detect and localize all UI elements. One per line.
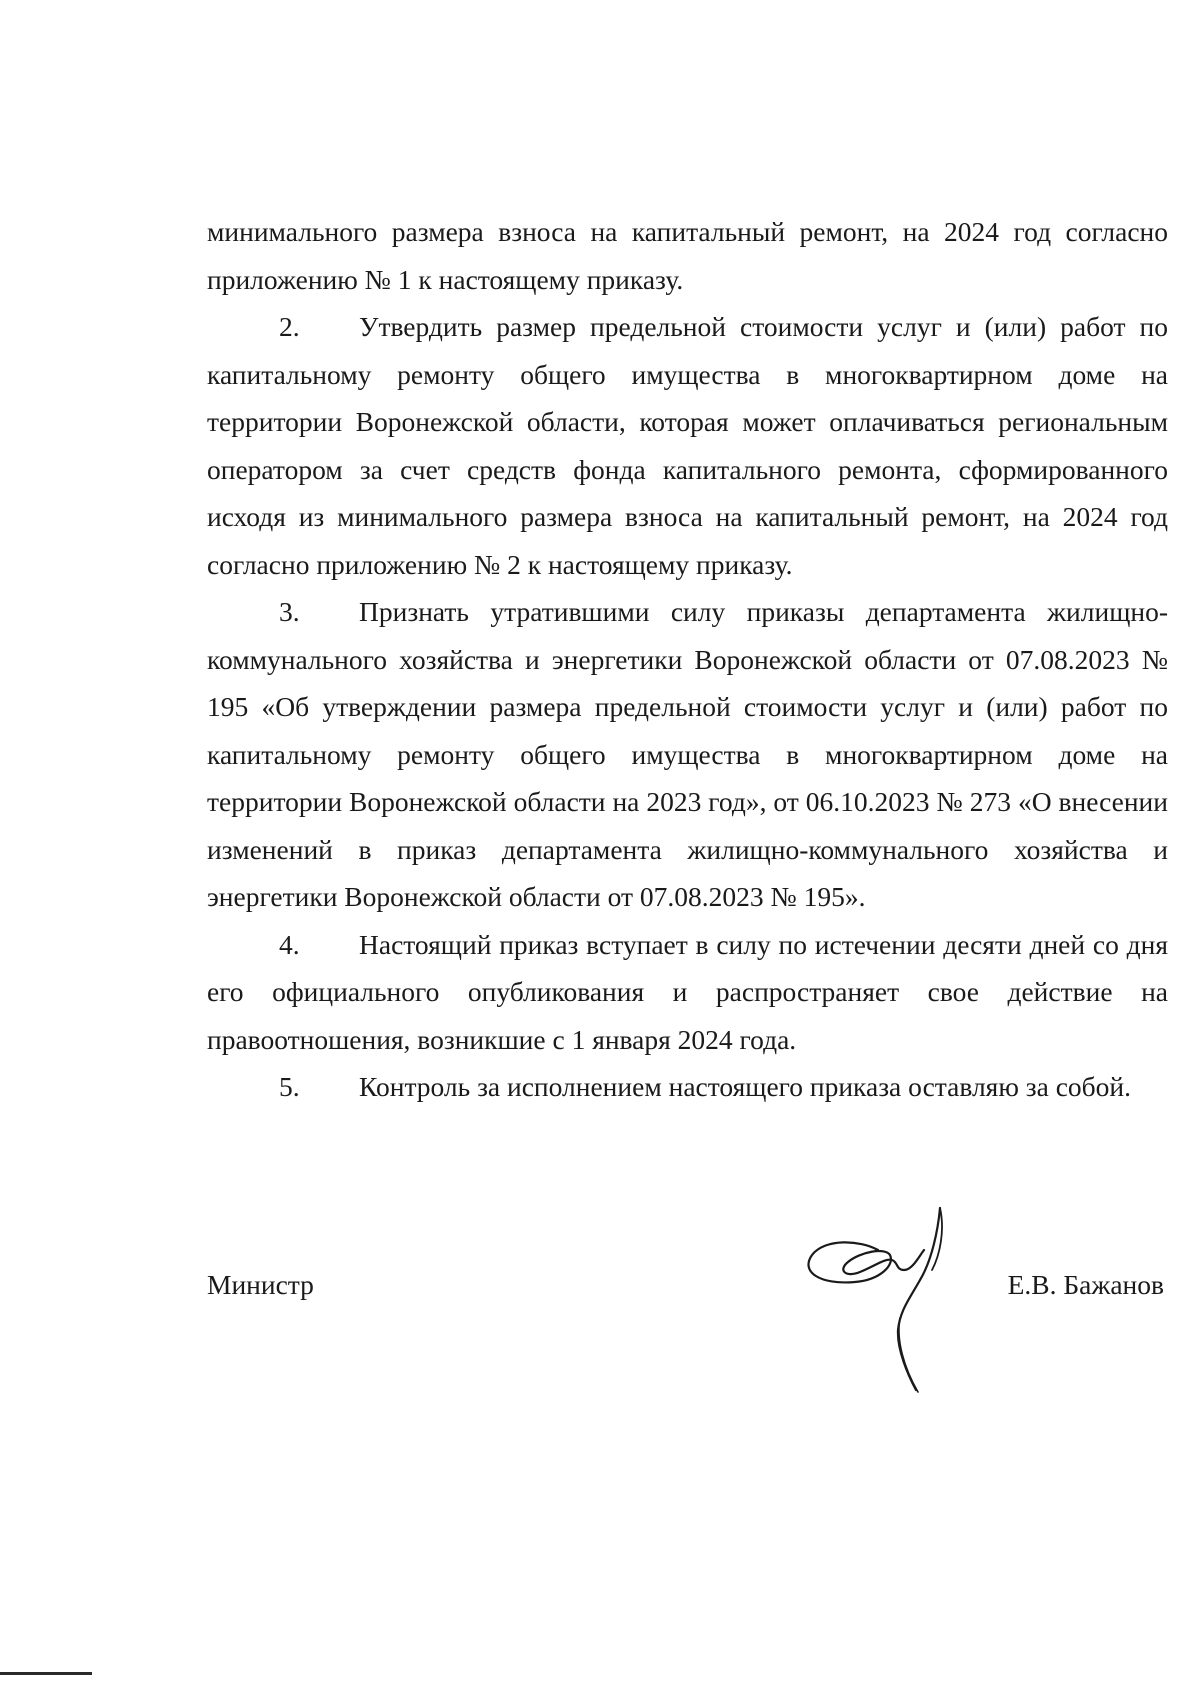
list-item [207, 1063, 1168, 1111]
scan-edge-mark [0, 1672, 92, 1675]
item-text: Признать утратившими силу приказы департамента жилищно-коммунального хозяйства и энергетики Воронежской области от 07.08.2023 № 195 «Об утверждении размера предельной стоимости услуг и (или) работ по капитальному ремонту общего имущества в многоквартирном доме на территории Воронежской области на 2023 год», от 06.10.2023 № 273 «О внесении изменений в приказ департамента жилищно-коммунального хозяйства и энергетики Воронежской области от 07.08.2023 № 195». [207, 596, 1168, 912]
item-number: 3. [279, 596, 300, 627]
item-text: Контроль за исполнением настоящего приказа оставляю за собой. [359, 1071, 1131, 1102]
document-body [207, 208, 1168, 1111]
item-number: 5. [279, 1071, 300, 1102]
signature-block [207, 1265, 1168, 1325]
item-text: Настоящий приказ вступает в силу по истечении десяти дней со дня его официального опубликования и распространяет свое действие на правоотношения, возникшие с 1 января 2024 года. [207, 928, 1168, 1055]
list-item [207, 588, 1168, 921]
continuation-paragraph: минимального размера взноса на капитальный ремонт, на 2024 год согласно приложению № 1 к настоящему приказу. [207, 216, 1168, 295]
signatory-name: Е.В. Бажанов [1007, 1269, 1164, 1300]
item-number: 4. [279, 928, 300, 960]
signatory-title: Министр [207, 1269, 314, 1300]
list-item [207, 303, 1168, 588]
list-item [207, 921, 1168, 1064]
item-number: 2. [279, 311, 300, 342]
item-text: Утвердить размер предельной стоимости услуг и (или) работ по капитальному ремонту общего имущества в многоквартирном доме на территории Воронежской области, которая может оплачиваться региональным оператором за счет средств фонда капитального ремонта, сформированного исходя из минимального размера взноса на капитальный ремонт, на 2024 год согласно приложению № 2 к настоящему приказу. [207, 311, 1168, 580]
